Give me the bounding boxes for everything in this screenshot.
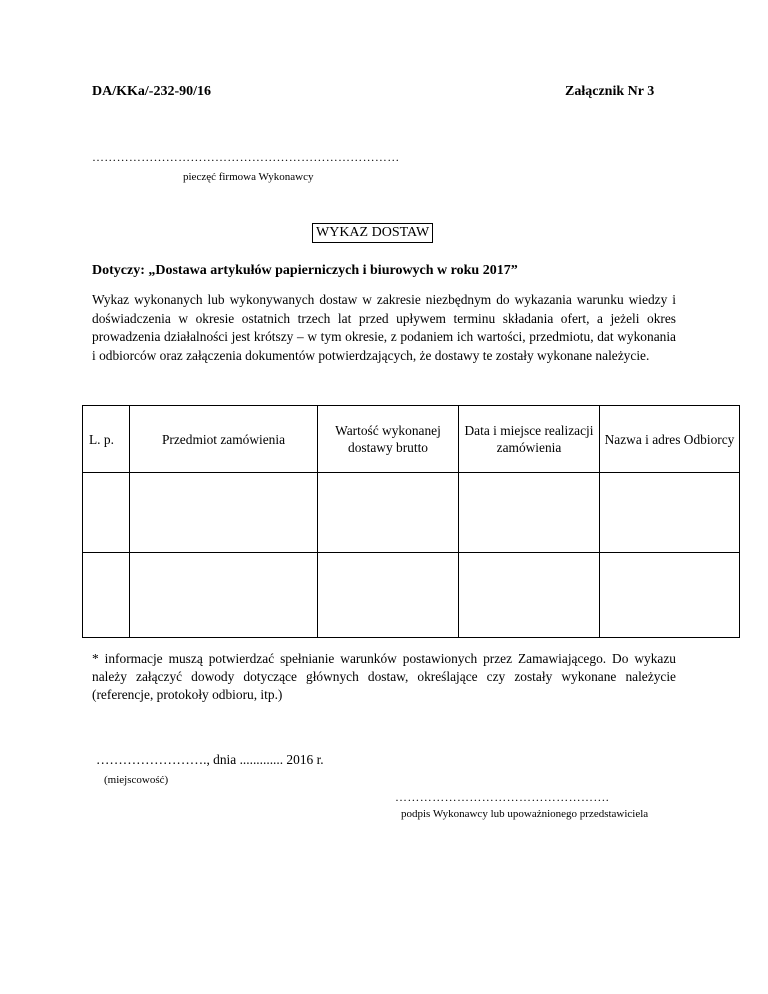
place-label: (miejscowość) — [104, 774, 169, 786]
document-reference: DA/KKa/-232-90/16 — [92, 84, 211, 99]
table-cell[interactable] — [459, 473, 600, 553]
intro-paragraph: Wykaz wykonanych lub wykonywanych dostaw w zakresie niezbędnym do wykazania warunku wiedzy i doświadczenia w okresie ostatnich trzech lat przed upływem terminu składania ofert, a jeżeli okres prowadzenia działalności jest krótszy – w tym okresie, z podaniem ich wartości, przedmiotu, dat wykonania i odbiorców oraz załączenia dokumentów potwierdzających, że dostawy te zostały wykonane należycie. — [92, 292, 676, 363]
header-value: Wartość wykonanej dostawy brutto — [318, 406, 459, 473]
table-row — [83, 553, 740, 638]
header-lp: L. p. — [83, 406, 130, 473]
table-cell[interactable] — [83, 553, 130, 638]
deliveries-table — [82, 405, 740, 638]
table-cell[interactable] — [600, 473, 740, 553]
table-cell[interactable] — [318, 553, 459, 638]
table-cell[interactable] — [459, 553, 600, 638]
subject-line: Dotyczy: „Dostawa artykułów papierniczych i biurowych w roku 2017” — [92, 263, 518, 278]
table-header-row — [83, 406, 740, 473]
stamp-label: pieczęć firmowa Wykonawcy — [183, 171, 314, 183]
signature-label: podpis Wykonawcy lub upoważnionego przedstawiciela — [401, 808, 649, 820]
table-row — [83, 473, 740, 553]
table-cell[interactable] — [318, 473, 459, 553]
header-date-place: Data i miejsce realizacji zamówienia — [459, 406, 600, 473]
table-cell[interactable] — [83, 473, 130, 553]
document-title: WYKAZ DOSTAW — [312, 223, 433, 243]
table-cell[interactable] — [600, 553, 740, 638]
footnote: * informacje muszą potwierdzać spełnianie warunków postawionych przez Zamawiającego. Do wykazu należy załączyć dowody dotyczące głównych dostaw, określające czy zostały wykonane należycie (referencje, protokoły odbioru, itp.) — [92, 651, 676, 702]
table-cell[interactable] — [130, 553, 318, 638]
annex-number: Załącznik Nr 3 — [565, 84, 655, 99]
table-cell[interactable] — [130, 473, 318, 553]
stamp-dotted-line: ………………………………………………………………… — [92, 150, 400, 164]
header-recipient: Nazwa i adres Odbiorcy — [600, 406, 740, 473]
signature-dotted-line: ……………………………………………. — [395, 790, 610, 804]
header-subject: Przedmiot zamówienia — [130, 406, 318, 473]
place-date-line: ……………………., dnia ............. 2016 r. — [96, 752, 324, 767]
